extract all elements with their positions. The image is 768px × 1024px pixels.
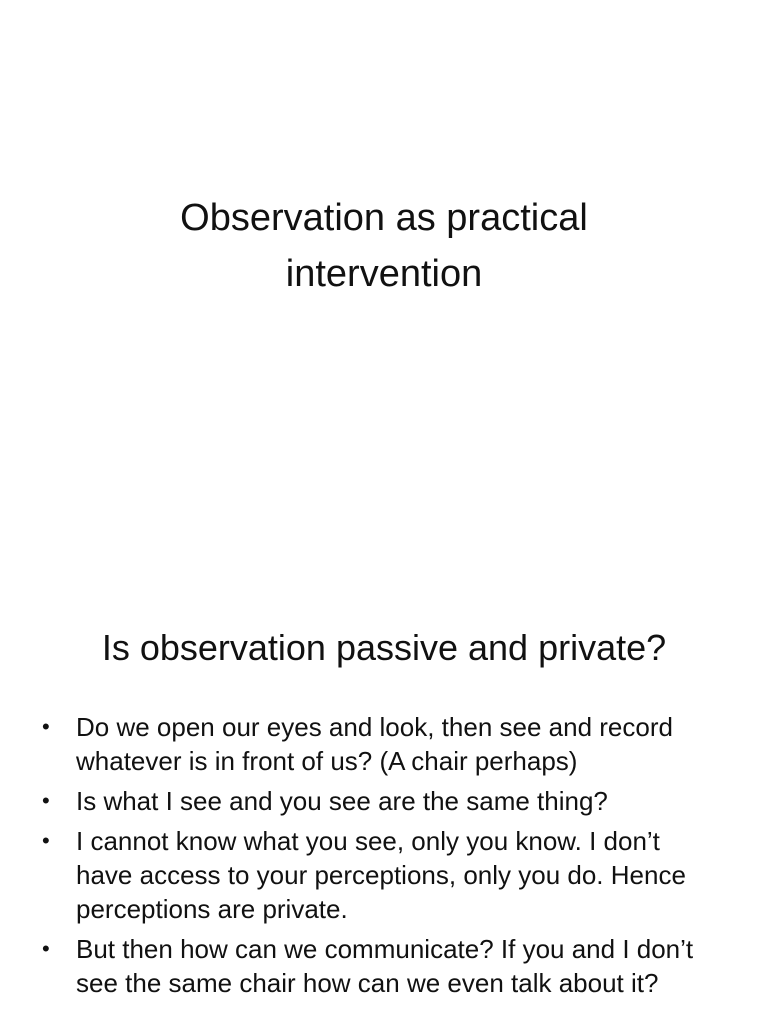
bullet-text: Is what I see and you see are the same thing? bbox=[76, 786, 608, 816]
bullet-dot-icon: • bbox=[42, 714, 50, 739]
bullet-text: I cannot know what you see, only you know. I don’t have access to your perceptions, only you do. Hence perceptions are private. bbox=[76, 826, 686, 924]
bullet-dot-icon: • bbox=[42, 788, 50, 813]
bullet-text: But then how can we communicate? If you and I don’t see the same chair how can we even talk about it? bbox=[76, 934, 694, 998]
bullet-dot-icon: • bbox=[42, 828, 50, 853]
bullet-dot-icon: • bbox=[42, 936, 50, 961]
bullet-item bbox=[42, 824, 722, 926]
bullet-text: Do we open our eyes and look, then see and record whatever is in front of us? (A chair perhaps) bbox=[76, 712, 673, 776]
bullet-item bbox=[42, 710, 722, 778]
slide-heading: Is observation passive and private? bbox=[101, 627, 667, 668]
title-line-1: Observation as practical bbox=[180, 197, 588, 239]
title-line-2: intervention bbox=[285, 253, 483, 295]
bullet-list bbox=[42, 710, 722, 1006]
bullet-item bbox=[42, 784, 722, 818]
slide-title bbox=[0, 190, 768, 302]
content-slide bbox=[0, 576, 768, 1024]
bullet-item bbox=[42, 932, 722, 1000]
